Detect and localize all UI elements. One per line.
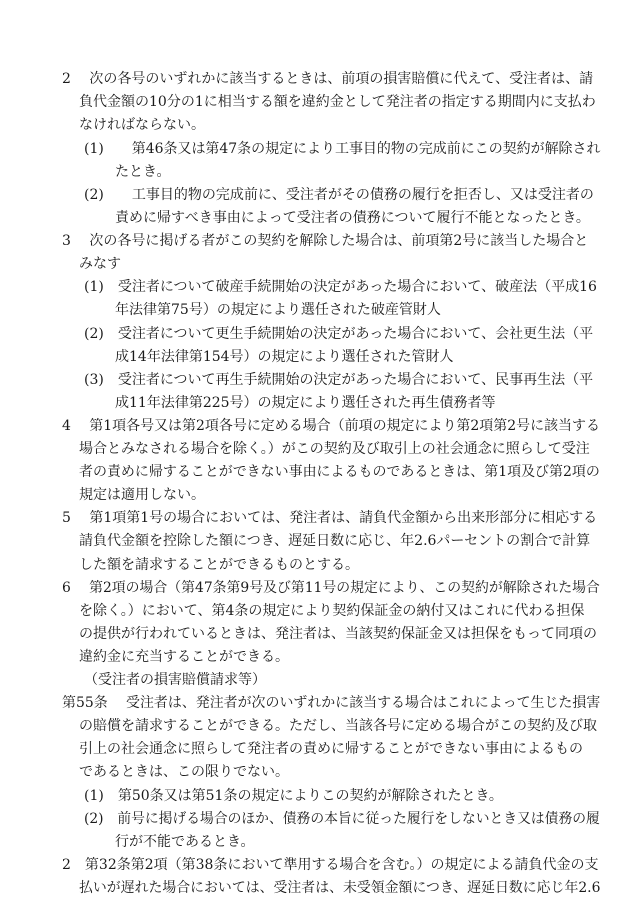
text-line: なければならない。 xyxy=(79,117,205,133)
text-line: 違約金に充当することができる。 xyxy=(79,649,289,665)
text-line: 者の責めに帰することができない事由によるものであるときは、第1項及び第2項の xyxy=(79,464,600,480)
text-line: (1) 受注者について破産手続開始の決定があった場合において、破産法（平成16 xyxy=(84,279,597,295)
text-line: (3) 受注者について再生手続開始の決定があった場合において、民事再生法（平 xyxy=(84,372,594,388)
text-line: 払いが遅れた場合においては、受注者は、未受領金額につき、遅延日数に応じ年2.6 xyxy=(79,880,601,896)
text-line: (2) 工事目的物の完成前に、受注者がその債務の履行を拒否し、又は受注者の xyxy=(84,187,594,203)
text-line: 請負代金額を控除した額につき、遅延日数に応じ、年2.6パーセントの割合で計算 xyxy=(79,533,591,549)
text-line: した額を請求することができるものとする。 xyxy=(79,557,359,573)
text-line: (1) 第50条又は第51条の規定によりこの契約が解除されたとき。 xyxy=(84,788,503,804)
text-line: 3 次の各号に掲げる者がこの契約を解除した場合は、前項第2号に該当した場合と xyxy=(62,233,589,249)
text-line: 5 第1項第1号の場合においては、発注者は、請負代金額から出来形部分に相応する xyxy=(62,510,598,526)
text-line: 6 第2項の場合（第47条第9号及び第11号の規定により、この契約が解除された場合 xyxy=(62,580,600,596)
text-line: 2 第32条第2項（第38条において準用する場合を含む。）の規定による請負代金の支 xyxy=(62,857,599,873)
text-line: を除く。）において、第4条の規定により契約保証金の納付又はこれに代わる担保 xyxy=(79,603,585,619)
text-line: 成11年法律第225号）の規定により選任された再生債務者等 xyxy=(115,395,496,411)
text-line: 場合とみなされる場合を除く。）がこの契約及び取引上の社会通念に照らして受注 xyxy=(79,441,590,457)
text-line: たとき。 xyxy=(115,164,171,180)
section-heading: （受注者の損害賠償請求等） xyxy=(84,672,266,688)
text-line: 負代金額の10分の1に相当する額を違約金として発注者の指定する期間内に支払わ xyxy=(79,94,596,110)
text-line: 規定は適用しない。 xyxy=(79,487,205,503)
text-line: 責めに帰すべき事由によって受注者の債務について履行不能となったとき。 xyxy=(115,210,590,226)
text-line: 行が不能であるとき。 xyxy=(115,834,255,850)
text-line: であるときは、この限りでない。 xyxy=(79,764,289,780)
text-line: 引上の社会通念に照らして発注者の責めに帰することができない事由によるもの xyxy=(79,741,583,757)
text-line: 成14年法律第154号）の規定により選任された管財人 xyxy=(115,349,454,365)
text-line: の賠償を請求することができる。ただし、当該各号に定める場合がこの契約及び取 xyxy=(79,718,597,734)
text-line: (2) 受注者について更生手続開始の決定があった場合において、会社更生法（平 xyxy=(84,326,594,342)
text-line: 4 第1項各号又は第2項各号に定める場合（前項の規定により第2項第2号に該当する xyxy=(62,418,600,434)
text-line: (1) 第46条又は第47条の規定により工事目的物の完成前にこの契約が解除され xyxy=(84,141,601,157)
text-line: みなす xyxy=(79,256,121,272)
text-line: 年法律第75号）の規定により選任された破産管財人 xyxy=(115,302,441,318)
text-line: 2 次の各号のいずれかに該当するときは、前項の損害賠償に代えて、受注者は、請 xyxy=(62,71,594,87)
text-line: (2) 前号に掲げる場合のほか、債務の本旨に従った履行をしないとき又は債務の履 xyxy=(84,811,600,827)
text-line: 第55条 受注者は、発注者が次のいずれかに該当する場合はこれによって生じた損害 xyxy=(62,695,601,711)
text-line: の提供が行われているときは、発注者は、当該契約保証金又は担保をもって同項の xyxy=(79,626,597,642)
